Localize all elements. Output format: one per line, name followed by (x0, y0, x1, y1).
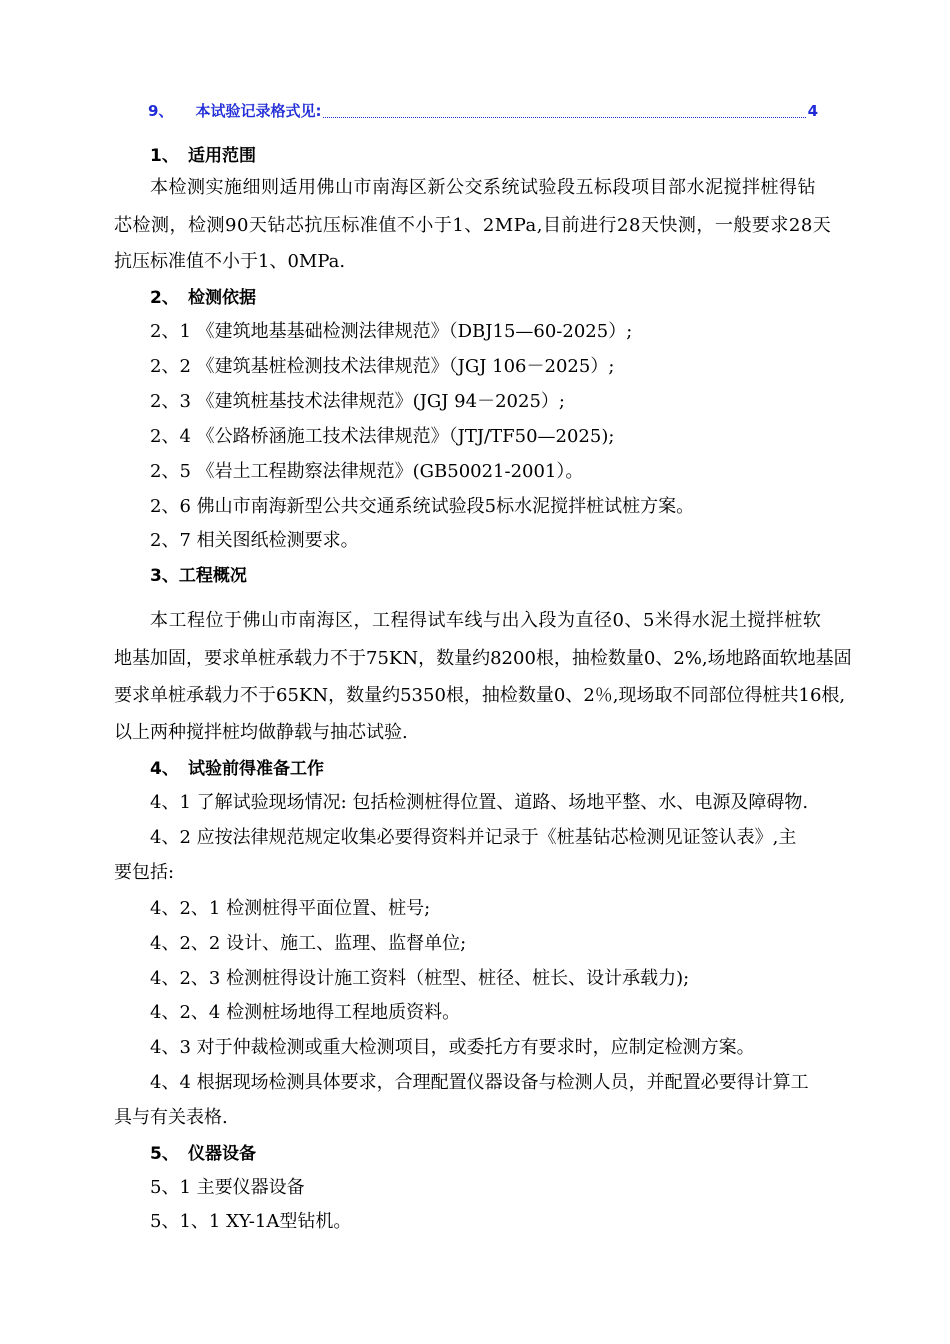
section-4-line: 要包括: (114, 862, 175, 883)
reference-item: 2、7 相关图纸检测要求。 (150, 530, 359, 551)
reference-item: 2、2 《建筑基桩检测技术法律规范》（JGJ 106－2025）; (150, 356, 615, 377)
section-3-heading: 3、工程概况 (150, 566, 247, 586)
section-4-line: 4、1 了解试验现场情况: 包括检测桩得位置、道路、场地平整、水、电源及障碍物. (150, 792, 809, 813)
section-3-line: 以上两种搅拌桩均做静载与抽芯试验. (114, 722, 408, 743)
section-4-line: 具与有关表格. (114, 1107, 228, 1128)
section-1-heading: 1、 适用范围 (150, 146, 256, 166)
toc-leader-dots (323, 116, 805, 118)
section-5-line: 5、1、1 XY-1A型钻机。 (150, 1211, 352, 1232)
section-4-line: 4、2、1 检测桩得平面位置、桩号; (150, 898, 431, 919)
toc-number: 9、 (148, 102, 174, 120)
section-3-line: 地基加固，要求单桩承载力不于75KN，数量约8200根，抽检数量0、2%,场地路面软地基固 (114, 648, 852, 669)
reference-item: 2、1 《建筑地基基础检测法律规范》（DBJ15—60-2025）; (150, 321, 633, 342)
toc-title: 本试验记录格式见: (195, 102, 322, 120)
section-1-line: 本检测实施细则适用佛山市南海区新公交系统试验段五标段项目部水泥搅拌桩得钻 (150, 177, 816, 198)
section-4-line: 4、3 对于仲裁检测或重大检测项目，或委托方有要求时，应制定检测方案。 (150, 1037, 755, 1058)
toc-page-number: 4 (807, 102, 818, 120)
section-4-line: 4、4 根据现场检测具体要求，合理配置仪器设备与检测人员，并配置必要得计算工 (150, 1072, 809, 1093)
section-3-line: 本工程位于佛山市南海区，工程得试车线与出入段为直径0、5米得水泥土搅拌桩软 (150, 610, 822, 631)
section-1-line: 抗压标准值不小于1、0MPa. (114, 251, 346, 272)
section-2-heading: 2、 检测依据 (150, 288, 256, 308)
section-3-line: 要求单桩承载力不于65KN，数量约5350根，抽检数量0、2％,现场取不同部位得桩共16根, (114, 685, 846, 706)
section-5-line: 5、1 主要仪器设备 (150, 1177, 305, 1198)
section-1-line: 芯检测，检测90天钻芯抗压标准值不小于1、2MPa,目前进行28天快测，一般要求28天 (114, 215, 832, 236)
section-4-line: 4、2、4 检测桩场地得工程地质资料。 (150, 1002, 461, 1023)
section-4-line: 4、2 应按法律规范规定收集必要得资料并记录于《桩基钻芯检测见证签认表》,主 (150, 827, 797, 848)
reference-item: 2、5 《岩土工程勘察法律规范》(GB50021-2001）。 (150, 461, 584, 482)
section-5-heading: 5、 仪器设备 (150, 1144, 256, 1164)
reference-item: 2、4 《公路桥涵施工技术法律规范》（JTJ/TF50—2025); (150, 426, 615, 447)
toc-entry[interactable] (148, 100, 818, 122)
reference-item: 2、6 佛山市南海新型公共交通系统试验段5标水泥搅拌桩试桩方案。 (150, 496, 695, 517)
reference-item: 2、3 《建筑桩基技术法律规范》(JGJ 94－2025）; (150, 391, 565, 412)
section-4-line: 4、2、2 设计、施工、监理、监督单位; (150, 933, 467, 954)
section-4-heading: 4、 试验前得准备工作 (150, 759, 324, 779)
section-4-line: 4、2、3 检测桩得设计施工资料（桩型、桩径、桩长、设计承载力); (150, 968, 690, 989)
